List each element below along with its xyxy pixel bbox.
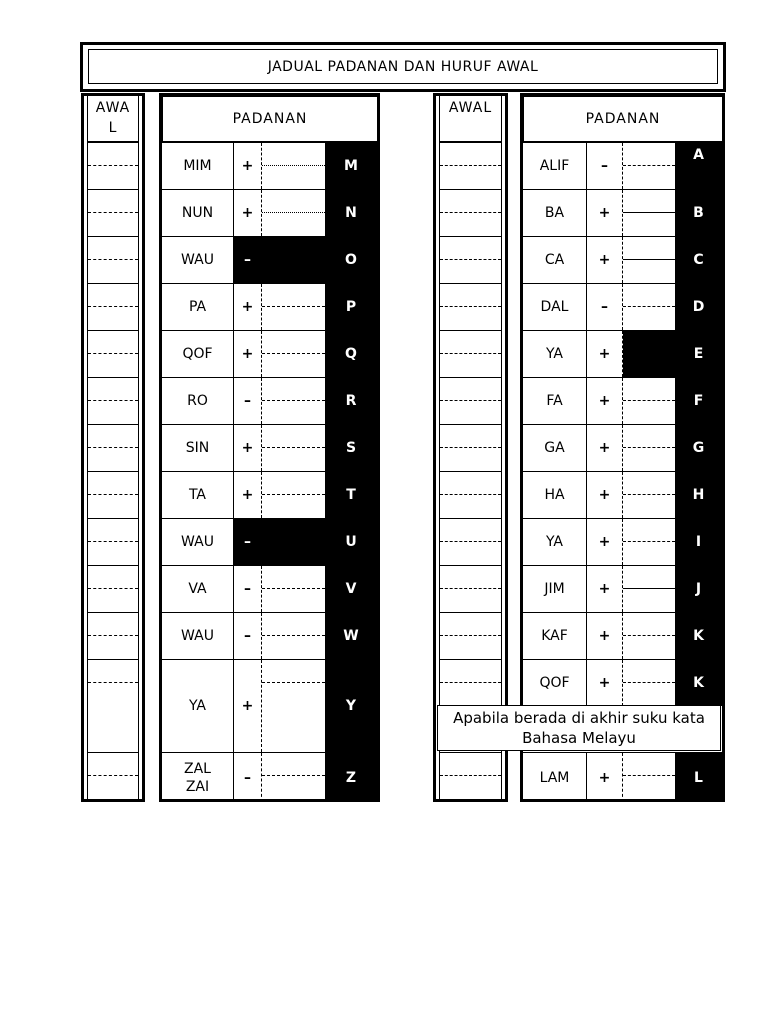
rumi-letter: Q: [325, 331, 377, 377]
writing-line: [88, 541, 138, 542]
answer-blank[interactable]: [623, 660, 675, 706]
awal-header-right: AWAL: [439, 96, 502, 142]
table-row: [162, 471, 377, 518]
operator-sign: –: [234, 519, 262, 565]
writing-line: [623, 635, 675, 636]
answer-blank[interactable]: [623, 613, 675, 659]
answer-blank[interactable]: [262, 566, 325, 612]
awal-cell[interactable]: [87, 565, 139, 612]
letter-name: WAU: [162, 237, 234, 283]
writing-line: [88, 588, 138, 589]
operator-sign: +: [234, 331, 262, 377]
rumi-letter: W: [325, 613, 377, 659]
letter-name: CA: [523, 237, 587, 283]
letter-name: QOF: [162, 331, 234, 377]
table-row: [162, 424, 377, 471]
page-title: JADUAL PADANAN DAN HURUF AWAL: [88, 49, 718, 84]
writing-line: [623, 306, 675, 307]
table-row: [523, 377, 722, 424]
operator-sign: –: [234, 237, 262, 283]
letter-name: YA: [523, 519, 587, 565]
awal-cell[interactable]: [87, 189, 139, 236]
writing-line: [440, 306, 501, 307]
awal-cell[interactable]: [87, 518, 139, 565]
awal-cell[interactable]: [439, 189, 502, 236]
writing-line: [88, 165, 138, 166]
writing-line: [440, 353, 501, 354]
writing-line: [440, 682, 501, 683]
table-row: [523, 471, 722, 518]
awal-cell[interactable]: [439, 330, 502, 377]
table-row: [162, 283, 377, 330]
letter-name: ZAL ZAI: [162, 753, 234, 802]
rumi-letter: V: [325, 566, 377, 612]
answer-blank[interactable]: [262, 143, 325, 189]
padanan-header-left: PADANAN: [162, 96, 378, 142]
awal-cell[interactable]: [87, 236, 139, 283]
black-fill: [623, 331, 675, 377]
operator-sign: +: [587, 237, 623, 283]
table-row: [162, 236, 377, 283]
rumi-letter: Z: [325, 753, 377, 802]
operator-sign: +: [587, 753, 623, 802]
operator-sign: +: [587, 331, 623, 377]
answer-blank[interactable]: [623, 425, 675, 471]
letter-name: QOF: [523, 660, 587, 706]
writing-line: [262, 165, 325, 166]
writing-line: [440, 259, 501, 260]
table-row: [162, 189, 377, 236]
letter-name: JIM: [523, 566, 587, 612]
rumi-letter: C: [675, 237, 722, 283]
letter-name: FA: [523, 378, 587, 424]
letter-name: PA: [162, 284, 234, 330]
writing-line: [262, 494, 325, 495]
awal-cell[interactable]: [87, 330, 139, 377]
rumi-letter: F: [675, 378, 722, 424]
answer-blank[interactable]: [623, 753, 675, 802]
awal-cell[interactable]: [439, 565, 502, 612]
writing-line: [440, 588, 501, 589]
title-box: [80, 42, 726, 92]
rumi-letter: T: [325, 472, 377, 518]
table-row: [162, 377, 377, 424]
operator-sign: +: [587, 472, 623, 518]
rumi-letter: U: [325, 519, 377, 565]
writing-line: [262, 682, 325, 683]
awal-cell[interactable]: [87, 377, 139, 424]
writing-line: [88, 682, 138, 683]
table-row: [523, 236, 722, 283]
writing-line: [623, 588, 675, 589]
letter-name: TA: [162, 472, 234, 518]
letter-name: WAU: [162, 519, 234, 565]
writing-line: [262, 212, 325, 213]
answer-blank[interactable]: [623, 566, 675, 612]
letter-name: BA: [523, 190, 587, 236]
awal-cell[interactable]: [87, 659, 139, 752]
rumi-letter: M: [325, 143, 377, 189]
letter-name: MIM: [162, 143, 234, 189]
answer-blank[interactable]: [262, 519, 325, 565]
operator-sign: +: [234, 472, 262, 518]
writing-line: [440, 447, 501, 448]
answer-blank[interactable]: [262, 284, 325, 330]
table-row: [523, 283, 722, 330]
table-row: [523, 189, 722, 236]
rumi-letter: A: [675, 143, 722, 189]
padanan-header-right: PADANAN: [523, 96, 723, 142]
operator-sign: +: [587, 660, 623, 706]
operator-sign: +: [234, 660, 262, 752]
letter-name: KAF: [523, 613, 587, 659]
operator-sign: –: [587, 143, 623, 189]
letter-name: SIN: [162, 425, 234, 471]
awal-cell[interactable]: [87, 752, 139, 802]
rumi-letter: B: [675, 190, 722, 236]
operator-sign: –: [234, 753, 262, 802]
writing-line: [623, 494, 675, 495]
operator-sign: +: [234, 143, 262, 189]
note-box: Apabila berada di akhir suku kata Bahasa Melayu: [437, 705, 721, 751]
writing-line: [88, 306, 138, 307]
padanan-table-right: [520, 93, 725, 802]
answer-blank[interactable]: [262, 190, 325, 236]
answer-blank[interactable]: [262, 660, 325, 752]
writing-line: [262, 635, 325, 636]
rumi-letter: I: [675, 519, 722, 565]
letter-name: DAL: [523, 284, 587, 330]
rumi-letter: R: [325, 378, 377, 424]
awal-cell[interactable]: [87, 142, 139, 189]
operator-sign: –: [587, 284, 623, 330]
table-row: [523, 659, 722, 706]
awal-column-left: [81, 93, 145, 802]
letter-name: GA: [523, 425, 587, 471]
operator-sign: +: [587, 613, 623, 659]
writing-line: [440, 635, 501, 636]
writing-line: [440, 165, 501, 166]
awal-cell[interactable]: [87, 471, 139, 518]
writing-line: [623, 212, 675, 213]
table-row: [162, 565, 377, 612]
letter-name: VA: [162, 566, 234, 612]
writing-line: [623, 775, 675, 776]
operator-sign: –: [234, 378, 262, 424]
table-row: [523, 565, 722, 612]
operator-sign: +: [587, 425, 623, 471]
writing-line: [623, 165, 675, 166]
letter-name: RO: [162, 378, 234, 424]
writing-line: [440, 212, 501, 213]
writing-line: [262, 306, 325, 307]
answer-blank[interactable]: [623, 237, 675, 283]
writing-line: [88, 447, 138, 448]
awal-cell[interactable]: [439, 142, 502, 189]
rumi-letter: O: [325, 237, 377, 283]
operator-sign: +: [234, 190, 262, 236]
writing-line: [88, 775, 138, 776]
rumi-letter: J: [675, 566, 722, 612]
writing-line: [262, 400, 325, 401]
writing-line: [262, 447, 325, 448]
writing-line: [88, 212, 138, 213]
writing-line: [440, 541, 501, 542]
rumi-letter: L: [675, 753, 722, 802]
answer-blank[interactable]: [623, 519, 675, 565]
answer-blank[interactable]: [623, 378, 675, 424]
awal-column-right: [433, 93, 508, 802]
writing-line: [623, 447, 675, 448]
answer-blank[interactable]: [262, 613, 325, 659]
writing-line: [88, 400, 138, 401]
writing-line: [262, 588, 325, 589]
rumi-letter: H: [675, 472, 722, 518]
awal-cell[interactable]: [439, 377, 502, 424]
letter-name: WAU: [162, 613, 234, 659]
writing-line: [623, 541, 675, 542]
rumi-letter: K: [675, 613, 722, 659]
rumi-letter: K: [675, 660, 722, 706]
awal-cell[interactable]: [439, 236, 502, 283]
writing-line: [623, 400, 675, 401]
rumi-letter: S: [325, 425, 377, 471]
answer-blank[interactable]: [623, 472, 675, 518]
table-row: [162, 518, 377, 565]
writing-line: [623, 682, 675, 683]
writing-line: [88, 494, 138, 495]
operator-sign: –: [234, 613, 262, 659]
awal-cell[interactable]: [439, 518, 502, 565]
table-row: [162, 752, 377, 802]
writing-line: [440, 400, 501, 401]
answer-blank[interactable]: [262, 378, 325, 424]
writing-line: [88, 259, 138, 260]
letter-name: HA: [523, 472, 587, 518]
operator-sign: +: [587, 190, 623, 236]
operator-sign: +: [587, 378, 623, 424]
answer-blank[interactable]: [262, 472, 325, 518]
answer-blank[interactable]: [623, 143, 675, 189]
awal-cell[interactable]: [439, 283, 502, 330]
letter-name: LAM: [523, 753, 587, 802]
rumi-letter: D: [675, 284, 722, 330]
table-row: [162, 142, 377, 189]
rumi-letter: E: [675, 331, 722, 377]
writing-line: [262, 541, 325, 542]
answer-blank[interactable]: [262, 237, 325, 283]
table-row: [523, 752, 722, 802]
operator-sign: +: [587, 519, 623, 565]
rumi-letter: Y: [325, 660, 377, 752]
table-row: [162, 659, 377, 752]
operator-sign: +: [234, 284, 262, 330]
table-row: [523, 424, 722, 471]
answer-blank[interactable]: [623, 190, 675, 236]
writing-line: [440, 494, 501, 495]
awal-cell[interactable]: [87, 283, 139, 330]
table-row: [162, 330, 377, 377]
awal-cell[interactable]: [439, 471, 502, 518]
writing-line: [88, 353, 138, 354]
answer-blank[interactable]: [262, 753, 325, 802]
letter-name: NUN: [162, 190, 234, 236]
writing-line: [440, 775, 501, 776]
writing-line: [623, 259, 675, 260]
awal-cell[interactable]: [439, 612, 502, 659]
awal-cell[interactable]: [439, 424, 502, 471]
rumi-letter: G: [675, 425, 722, 471]
operator-sign: +: [234, 425, 262, 471]
writing-line: [262, 775, 325, 776]
letter-name: YA: [523, 331, 587, 377]
operator-sign: +: [587, 566, 623, 612]
table-row: [523, 518, 722, 565]
answer-blank[interactable]: [623, 284, 675, 330]
awal-header-left: AWA L: [87, 96, 139, 142]
answer-blank[interactable]: [262, 425, 325, 471]
awal-cell[interactable]: [439, 752, 502, 802]
table-row: [523, 612, 722, 659]
table-row: [162, 612, 377, 659]
writing-line: [88, 635, 138, 636]
letter-name: YA: [162, 660, 234, 752]
writing-line: [262, 259, 325, 260]
rumi-letter: P: [325, 284, 377, 330]
awal-cell[interactable]: [87, 612, 139, 659]
letter-name: ALIF: [523, 143, 587, 189]
padanan-table-left: [159, 93, 380, 802]
operator-sign: –: [234, 566, 262, 612]
awal-cell[interactable]: [87, 424, 139, 471]
rumi-letter: N: [325, 190, 377, 236]
answer-blank[interactable]: [262, 331, 325, 377]
writing-line: [262, 353, 325, 354]
table-row: [523, 142, 722, 189]
